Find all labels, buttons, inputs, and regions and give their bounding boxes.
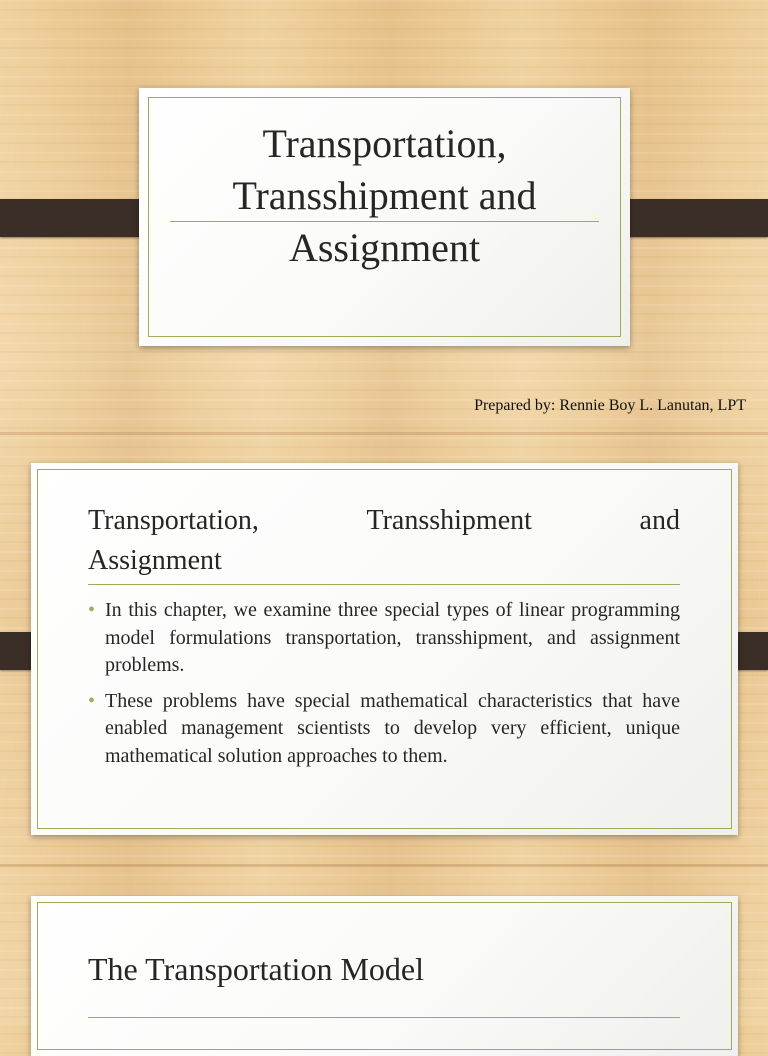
bullet-icon: • — [88, 689, 96, 712]
list-item-text: In this chapter, we examine three special types of linear programming model formulations transportation, transshipment, and assignment problems. — [105, 599, 680, 676]
bullet-list — [88, 597, 680, 778]
author-credit: Prepared by: Rennie Boy L. Lanutan, LPT — [474, 397, 746, 414]
slide-seam — [0, 864, 768, 867]
slide-heading: The Transportation Model — [88, 951, 424, 987]
title-divider — [170, 221, 599, 222]
content-slide-card — [31, 896, 738, 1056]
content-slide-card — [31, 463, 738, 835]
title-line: Assignment — [288, 225, 481, 270]
list-item-text: These problems have special mathematical characteristics that have enabled management scientists to develop very efficient, unique mathematical solution approaches to them. — [105, 689, 680, 767]
heading-divider — [88, 1017, 680, 1018]
decorative-bar-right — [613, 199, 768, 237]
slide-heading — [88, 501, 680, 581]
heading-word: Transshipment — [366, 505, 532, 536]
title-line: Transportation, — [262, 121, 507, 166]
heading-word: and — [639, 505, 680, 536]
heading-divider — [88, 584, 680, 585]
heading-line: Assignment — [88, 545, 222, 576]
slide-seam — [0, 432, 768, 435]
heading-word: Transportation, — [88, 505, 259, 536]
list-item — [88, 688, 680, 771]
heading-line — [88, 501, 680, 541]
decorative-bar-left — [0, 199, 156, 237]
list-item — [88, 597, 680, 680]
title-line: Transshipment and — [232, 173, 537, 218]
title-slide-card — [139, 88, 630, 346]
bullet-icon: • — [88, 599, 96, 621]
title-slide-heading — [159, 118, 610, 274]
